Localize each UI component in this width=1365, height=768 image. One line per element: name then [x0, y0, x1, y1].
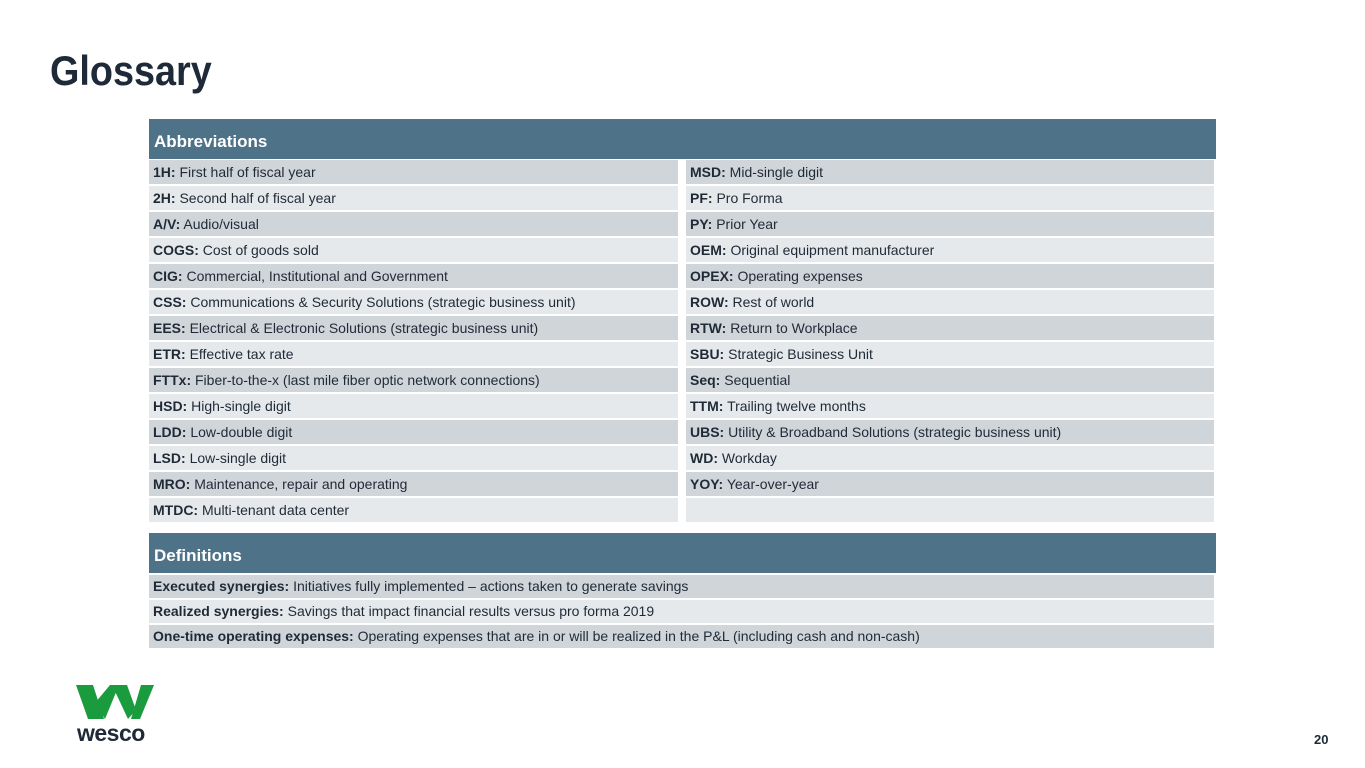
abbreviation-row — [149, 290, 678, 314]
abbreviation-row — [149, 394, 678, 418]
abbreviation-definition: High-single digit — [191, 398, 291, 414]
abbreviation-term: ETR: — [153, 346, 186, 362]
abbreviation-definition: Communications & Security Solutions (strategic business unit) — [190, 294, 576, 310]
abbreviation-term: ROW: — [690, 294, 729, 310]
page-number: 20 — [1314, 732, 1329, 747]
abbreviation-row — [686, 212, 1214, 236]
abbreviations-table — [149, 160, 1214, 524]
abbreviation-definition: Year-over-year — [726, 476, 819, 492]
abbreviation-term: CSS: — [153, 294, 187, 310]
abbreviation-definition: Rest of world — [732, 294, 815, 310]
abbreviation-row — [686, 446, 1214, 470]
abbreviation-term: COGS: — [153, 242, 199, 258]
definition-row — [149, 600, 1214, 623]
abbreviation-row — [149, 446, 678, 470]
abbreviation-definition: Commercial, Institutional and Government — [186, 268, 448, 284]
abbreviation-term: OEM: — [690, 242, 727, 258]
page-title: Glossary — [50, 47, 212, 94]
abbreviation-term: CIG: — [153, 268, 183, 284]
abbreviation-row — [686, 186, 1214, 210]
abbreviation-term: MRO: — [153, 476, 191, 492]
definition-term: Realized synergies: — [153, 603, 284, 619]
abbreviation-definition: First half of fiscal year — [179, 164, 316, 180]
abbreviation-row — [149, 186, 678, 210]
abbreviation-definition: Second half of fiscal year — [179, 190, 336, 206]
abbreviation-definition: Mid-single digit — [729, 164, 824, 180]
definition-term: Executed synergies: — [153, 578, 290, 594]
definitions-table — [149, 575, 1214, 650]
abbreviation-definition: Strategic Business Unit — [728, 346, 873, 362]
abbreviation-term: Seq: — [690, 372, 721, 388]
abbreviation-row — [686, 342, 1214, 366]
abbreviation-term: OPEX: — [690, 268, 734, 284]
abbreviation-term: WD: — [690, 450, 718, 466]
abbreviation-term: YOY: — [690, 476, 724, 492]
abbreviation-definition: Audio/visual — [183, 216, 259, 232]
abbreviation-row — [149, 498, 678, 522]
abbreviation-term: PY: — [690, 216, 713, 232]
abbreviation-term: PF: — [690, 190, 713, 206]
abbreviation-term: LDD: — [153, 424, 187, 440]
abbreviation-row — [149, 472, 678, 496]
abbreviation-row — [149, 212, 678, 236]
abbreviation-definition: Operating expenses — [737, 268, 863, 284]
abbreviation-definition: Utility & Broadband Solutions (strategic business unit) — [728, 424, 1062, 440]
abbreviation-term: MTDC: — [153, 502, 199, 518]
abbreviation-row — [686, 290, 1214, 314]
abbreviation-definition: Pro Forma — [716, 190, 783, 206]
abbreviation-definition: Low-single digit — [189, 450, 287, 466]
definition-text: Savings that impact financial results versus pro forma 2019 — [287, 603, 655, 619]
abbreviation-definition: Return to Workplace — [730, 320, 858, 336]
abbreviation-row — [686, 264, 1214, 288]
abbreviation-term: LSD: — [153, 450, 186, 466]
abbreviation-definition: Effective tax rate — [189, 346, 294, 362]
abbreviation-row — [686, 420, 1214, 444]
wesco-logo — [76, 683, 156, 745]
definition-row — [149, 625, 1214, 648]
definition-row — [149, 575, 1214, 598]
abbreviation-row — [686, 368, 1214, 392]
abbreviation-row — [149, 316, 678, 340]
definition-text: Operating expenses that are in or will be realized in the P&L (including cash and non-cash) — [357, 628, 920, 644]
abbreviation-definition: Low-double digit — [190, 424, 293, 440]
abbreviation-term: UBS: — [690, 424, 725, 440]
definitions-header: Definitions — [149, 533, 1216, 573]
abbreviation-row — [149, 264, 678, 288]
wesco-logo-text: wesco — [77, 720, 145, 746]
abbreviation-row — [686, 238, 1214, 262]
abbreviation-definition: Sequential — [724, 372, 791, 388]
abbreviation-row — [686, 160, 1214, 184]
abbreviation-definition: Electrical & Electronic Solutions (strategic business unit) — [189, 320, 539, 336]
abbreviation-term: 1H: — [153, 164, 176, 180]
abbreviation-term: SBU: — [690, 346, 725, 362]
abbreviation-row — [149, 368, 678, 392]
abbreviation-term: EES: — [153, 320, 186, 336]
abbreviation-definition: Cost of goods sold — [202, 242, 319, 258]
abbreviation-definition: Fiber-to-the-x (last mile fiber optic network connections) — [195, 372, 540, 388]
abbreviation-term: MSD: — [690, 164, 726, 180]
abbreviation-definition: Prior Year — [716, 216, 778, 232]
abbreviation-definition: Maintenance, repair and operating — [194, 476, 408, 492]
abbreviation-row — [686, 498, 1214, 522]
abbreviation-term: 2H: — [153, 190, 176, 206]
abbreviation-row — [686, 472, 1214, 496]
abbreviation-row — [686, 394, 1214, 418]
abbreviations-header: Abbreviations — [149, 119, 1216, 159]
abbreviation-term: RTW: — [690, 320, 727, 336]
abbreviation-row — [149, 420, 678, 444]
definition-term: One-time operating expenses: — [153, 628, 354, 644]
abbreviation-row — [149, 238, 678, 262]
abbreviation-definition: Workday — [721, 450, 777, 466]
abbreviation-row — [149, 160, 678, 184]
abbreviation-definition: Original equipment manufacturer — [730, 242, 935, 258]
abbreviation-term: HSD: — [153, 398, 188, 414]
abbreviation-term: TTM: — [690, 398, 724, 414]
abbreviation-row — [686, 316, 1214, 340]
abbreviation-definition: Multi-tenant data center — [202, 502, 350, 518]
abbreviation-definition: Trailing twelve months — [727, 398, 866, 414]
abbreviation-term: A/V: — [153, 216, 181, 232]
abbreviation-term: FTTx: — [153, 372, 192, 388]
definition-text: Initiatives fully implemented – actions taken to generate savings — [293, 578, 689, 594]
wesco-logo-icon — [76, 683, 156, 721]
abbreviation-row — [149, 342, 678, 366]
